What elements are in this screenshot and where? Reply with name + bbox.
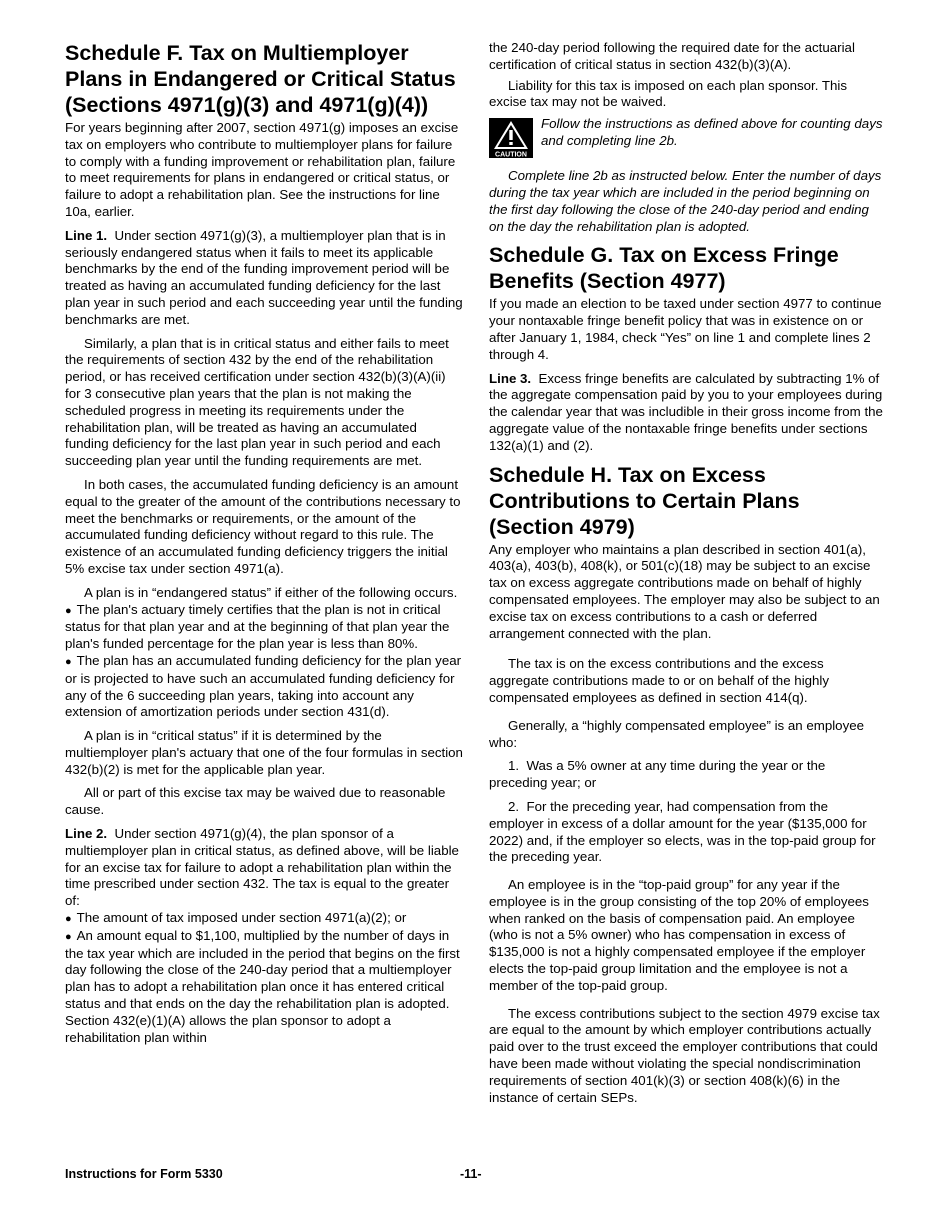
bullet-icon: ● bbox=[65, 930, 72, 943]
line2-paragraph bbox=[65, 826, 463, 910]
line1-paragraph bbox=[65, 228, 463, 329]
h-top-paid-paragraph: An employee is in the “top-paid group” for any year if the employee is in the group consisting of the top 20% of employees when ranked on the basis of compensation paid. An employee (who is not a 5% owner) who has compensation in excess of $135,000 is not a highly compensated employee if the employer elects the top-paid group limitation and the employee is not a member of the top-paid group. bbox=[489, 877, 869, 993]
liability-paragraph: Liability for this tax is imposed on each plan sponsor. This excise tax may not be waived. bbox=[489, 77, 848, 110]
h-generally-paragraph: Generally, a “highly compensated employee” is an employee who: bbox=[489, 717, 865, 750]
line2-bullet: ● An amount equal to $1,100, multiplied by the number of days in the tax year which are included in the period that begins on the first day following the close of the 240-day period that a multiemployer plan has to adopt a rehabilitation plan once it has entered critical status and that ends on the day the rehabilitation plan is adopted. Section 432(e)(1)(A) allows the plan sponsor to adopt a rehabilitation plan within bbox=[65, 927, 460, 1045]
bullet-icon: ● bbox=[65, 655, 72, 668]
caution-text: Follow the instructions as defined above for counting days and completing line 2b. bbox=[541, 116, 883, 148]
h-item-1: 1. Was a 5% owner at any time during the year or the preceding year; or bbox=[489, 758, 826, 791]
right-column bbox=[489, 40, 885, 1113]
continued-paragraph: the 240-day period following the required date for the actuarial certification of critical status in section 432(b)(3)(A). bbox=[489, 40, 855, 72]
line1-text: Under section 4971(g)(3), a multiemployer plan that is in seriously endangered status when it fails to meet its applicable benchmarks by the end of the funding improvement period will be treated as having an accumulated funding deficiency for the last plan year in such period and each succeeding year until the funding benchmarks are met. bbox=[65, 227, 463, 327]
bullet-icon: ● bbox=[65, 913, 72, 926]
endangered-bullet: ● The plan's actuary timely certifies that the plan is not in critical status for that plan year and at the beginning of that plan year the plan's funded percentage for the plan year is less than 80%. bbox=[65, 601, 450, 652]
schedule-g-intro: If you made an election to be taxed under section 4977 to continue your nontaxable fringe benefit policy that was in existence on or after January 1, 1984, check “Yes” on line 1 and complete lines 2 through 4. bbox=[489, 296, 882, 362]
footer-page-number: -11- bbox=[460, 1167, 482, 1181]
schedule-f-intro: For years beginning after 2007, section 4971(g) imposes an excise tax on employers who contribute to multiemployer plans for failure to comply with a funding improvement or rehabilitation plan, failure to meet requirements for plans in endangered or critical status, or failure to adopt a rehabilitation plan. See the instructions for line 10a, earlier. bbox=[65, 120, 459, 219]
similarly-paragraph: Similarly, a plan that is in critical status and either fails to meet the requirements of section 432 by the end of the rehabilitation period, or has received certification under section 432(b)(3)(A)(ii) for 3 consecutive plan years that the plan is not making the scheduled progress in meeting its requirements under the rehabilitation plan, will be treated as having an accumulated funding deficiency for the last plan year in such period and each succeeding plan year until the funding requirements are met. bbox=[65, 335, 449, 469]
caution-label: CAUTION bbox=[495, 151, 527, 159]
footer-form-title: Instructions for Form 5330 bbox=[65, 1167, 223, 1181]
both-cases-paragraph: In both cases, the accumulated funding deficiency is an amount equal to the greater of the amount of the contributions necessary to meet the benchmarks or requirements, or the amount of the accumulated funding deficiency without regard to this rule. The existence of an accumulated funding deficiency triggers the initial 5% excise tax under section 4971(a). bbox=[65, 476, 461, 576]
caution-icon bbox=[489, 118, 533, 158]
schedule-g-heading: Schedule G. Tax on Excess Fringe Benefits (Section 4977) bbox=[489, 243, 839, 294]
line1-label: Line 1. bbox=[65, 227, 108, 243]
left-column bbox=[65, 40, 463, 1046]
schedule-h-heading: Schedule H. Tax on Excess Contributions to Certain Plans (Section 4979) bbox=[489, 462, 800, 539]
line2-text: Under section 4971(g)(4), the plan sponsor of a multiemployer plan in critical status, as defined above, will be liable for an excise tax for failure to adopt a rehabilitation plan within the time prescribed under section 432. The tax is equal to the greater of: bbox=[65, 826, 459, 909]
h-excess-paragraph: The excess contributions subject to the section 4979 excise tax are equal to the amount by which employer contributions actually paid over to the trust exceed the employer contributions that could have been made without violating the special nondiscrimination requirements of section 401(k)(3) or section 408(k)(6) in the instance of certain SEPs. bbox=[489, 1005, 880, 1105]
caution-note bbox=[489, 118, 885, 158]
line2-label: Line 2. bbox=[65, 826, 108, 842]
line3-text: Excess fringe benefits are calculated by subtracting 1% of the aggregate compensation paid by you to your employees during the calendar year that was includible in their gross income from the aggregate value of the nontaxable fringe benefits under sections 132(a)(1) and (2). bbox=[489, 370, 883, 453]
schedule-h-intro: Any employer who maintains a plan described in section 401(a), 403(a), 403(b), 408(k), or 501(c)(18) may be subject to an excise tax on excess aggregate contributions made on behalf of highly compensated employees. The employer may also be subject to an excise tax on excess contributions to a cash or deferred arrangement connected with the plan. bbox=[489, 541, 880, 641]
line2-bullet: ● The amount of tax imposed under section 4971(a)(2); or bbox=[65, 910, 407, 926]
endangered-bullet: ● The plan has an accumulated funding deficiency for the plan year or is projected to have such an accumulated funding deficiency for any of the 6 succeeding plan years, taking into account any extension of amortization periods under section 431(d). bbox=[65, 652, 462, 720]
bullet-icon: ● bbox=[65, 604, 72, 617]
h-tax-paragraph: The tax is on the excess contributions and the excess aggregate contributions made to or on behalf of the highly compensated employees as defined in section 414(q). bbox=[489, 656, 830, 705]
endangered-intro: A plan is in “endangered status” if either of the following occurs. bbox=[84, 584, 458, 600]
critical-paragraph: A plan is in “critical status” if it is determined by the multiemployer plan's actuary that one of the four formulas in section 432(b)(2) is met for the applicable plan year. bbox=[65, 728, 463, 777]
line3-label: Line 3. bbox=[489, 370, 532, 386]
schedule-f-heading: Schedule F. Tax on Multiemployer Plans in Endangered or Critical Status (Sections 4971(g)(3) and 4971(g)(4)) bbox=[65, 41, 456, 117]
h-item-2: 2. For the preceding year, had compensation from the employer in excess of a dollar amount for the year ($135,000 for 2022) and, if the employer so elects, was in the top-paid group for the preceding year. bbox=[489, 798, 876, 865]
line2b-paragraph: Complete line 2b as instructed below. Enter the number of days during the tax year which are included in the period beginning on the first day following the close of the 240-day period and ending on the day the rehabilitation plan is adopted. bbox=[489, 168, 882, 234]
waived-paragraph: All or part of this excise tax may be waived due to reasonable cause. bbox=[65, 785, 446, 818]
line3-paragraph bbox=[489, 371, 885, 455]
